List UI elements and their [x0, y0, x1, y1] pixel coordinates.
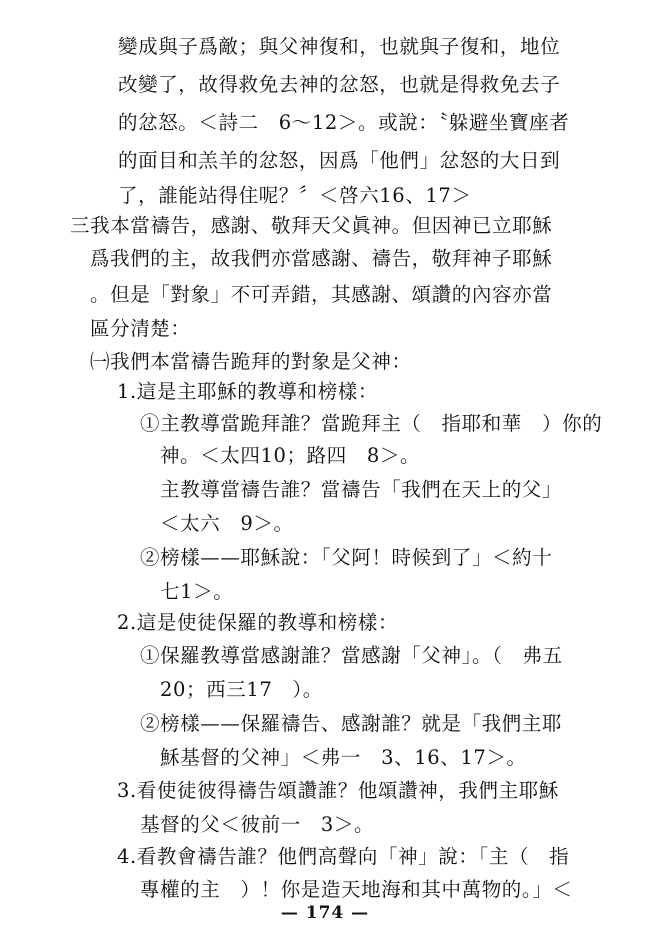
text-line: ＜太六 9＞。 [160, 512, 294, 535]
text-line: 神。＜太四10；路四 8＞。 [160, 444, 421, 467]
text-line: 爲我們的主，故我們亦當感謝、禱告，敬拜神子耶穌 [90, 247, 553, 270]
text-line: ②榜樣——耶穌說：「父阿！時候到了」＜約十 [140, 546, 553, 569]
text-line: 20；西三17 ）。 [160, 678, 323, 701]
subsection-heading: 2.這是使徒保羅的教導和榜樣： [117, 611, 399, 634]
subsection-heading: 3.看使徒彼得禱告頌讚誰？他頌讚神，我們主耶穌 [117, 779, 559, 802]
text-line: 的面目和羔羊的忿怒，因爲「他們」忿怒的大日到 [118, 149, 561, 172]
text-line: 基督的父＜彼前一 3＞。 [140, 813, 375, 836]
text-line: 改變了，故得救免去神的忿怒，也就是得救免去子 [118, 73, 561, 96]
text-line: 七1＞。 [160, 580, 234, 603]
text-line: 了，誰能站得住呢？〞＜啓六16、17＞ [118, 184, 472, 207]
text-line: 主教導當禱告誰？當禱告「我們在天上的父」 [160, 478, 563, 501]
text-line: 三我本當禱告，感謝、敬拜天父眞神。但因神已立耶穌 [70, 214, 553, 237]
section-heading: ㈠我們本當禱告跪拜的對象是父神： [90, 350, 412, 373]
subsection-heading: 4.看教會禱告誰？他們高聲向「神」說：「主（ 指 [117, 845, 570, 868]
text-line: 的忿怒。＜詩二 6～12＞。或說：〝躲避坐寶座者 [118, 111, 570, 134]
text-line: 區分清楚： [90, 317, 191, 340]
text-line: ②榜樣——保羅禱告、感謝誰？就是「我們主耶 [140, 712, 563, 735]
page-number: — 174 — [280, 903, 370, 923]
subsection-heading: 1.這是主耶穌的教導和榜樣： [117, 380, 379, 403]
text-line: 穌基督的父神」＜弗一 3、16、17＞。 [160, 746, 527, 769]
text-line: ①保羅教導當感謝誰？當感謝「父神」。（ 弗五 [140, 644, 563, 667]
text-line: ①主教導當跪拜誰？當跪拜主（ 指耶和華 ）你的 [140, 412, 603, 435]
text-line: 變成與子爲敵；與父神復和，也就與子復和，地位 [118, 35, 561, 58]
text-line: 。但是「對象」不可弄錯，其感謝、頌讚的內容亦當 [90, 283, 553, 306]
text-line: 專權的主 ）！你是造天地海和其中萬物的。」＜ [140, 878, 573, 901]
